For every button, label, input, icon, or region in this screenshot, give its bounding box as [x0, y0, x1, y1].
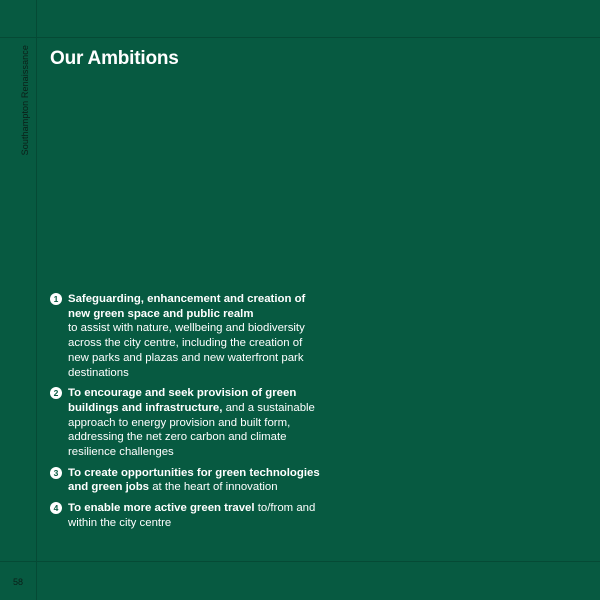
ambition-item-3	[50, 466, 320, 495]
page-title: Our Ambitions	[50, 48, 179, 69]
number-badge-icon: 4	[50, 502, 62, 514]
ambition-description: to/from and within the city centre	[68, 502, 316, 529]
bottom-divider	[0, 561, 600, 562]
side-label	[18, 45, 32, 185]
ambition-description: to assist with nature, wellbeing and biodiversity across the city centre, including the creation of new parks and plazas and new waterfront park destinations	[68, 322, 305, 379]
side-label-text: Southampton Renaissance	[20, 45, 30, 156]
ambitions-list	[50, 292, 320, 537]
ambition-item-1	[50, 292, 320, 380]
number-badge-icon: 2	[50, 387, 62, 399]
left-margin-divider	[36, 0, 37, 600]
ambition-heading: Safeguarding, enhancement and creation of new green space and public realm	[68, 293, 306, 320]
ambition-item-4	[50, 501, 320, 530]
ambition-heading: To encourage and seek provision of green buildings and infrastructure,	[68, 387, 297, 414]
ambition-heading: To create opportunities for green technologies and green jobs	[68, 466, 320, 494]
number-badge-icon: 3	[50, 467, 62, 479]
ambition-description: and a sustainable approach to energy provision and built form, addressing the net zero carbon and climate resilience challenges	[68, 401, 315, 459]
page-number: 58	[13, 577, 24, 587]
number-badge-icon: 1	[50, 293, 62, 305]
ambition-description: at the heart of innovation	[152, 481, 278, 494]
top-divider	[0, 37, 600, 38]
ambition-heading: To enable more active green travel	[68, 502, 255, 515]
ambition-item-2	[50, 386, 320, 460]
